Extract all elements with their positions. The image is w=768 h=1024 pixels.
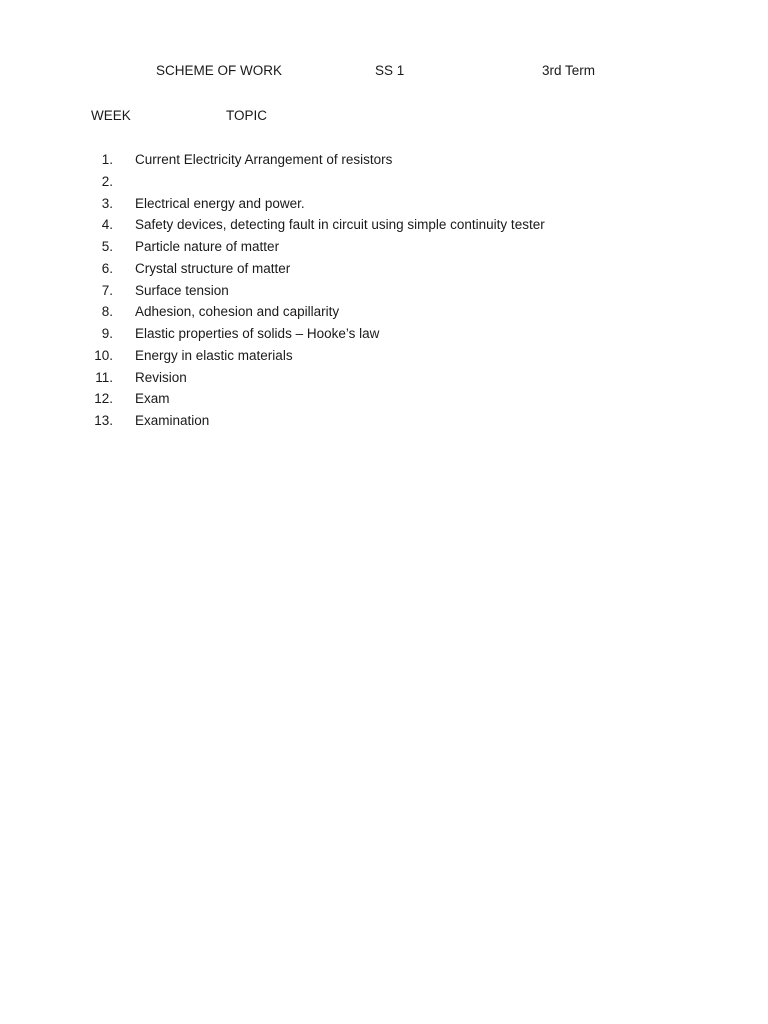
- term-label: 3rd Term: [542, 63, 596, 78]
- list-item: [0, 173, 768, 195]
- topic-text: Safety devices, detecting fault in circuit using simple continuity tester: [135, 217, 545, 233]
- list-item: [0, 325, 768, 347]
- class-level: SS 1: [375, 63, 405, 78]
- document-header: [0, 63, 768, 81]
- column-headers: [0, 108, 768, 126]
- week-number: 9.: [101, 326, 113, 341]
- week-number: 11.: [95, 369, 113, 385]
- topic-text: Surface tension: [135, 282, 229, 298]
- list-item: [0, 347, 768, 369]
- topic-text: Electrical energy and power.: [135, 195, 305, 211]
- list-item: [0, 216, 768, 238]
- scheme-title: SCHEME OF WORK: [156, 63, 283, 78]
- topic-text: Adhesion, cohesion and capillarity: [135, 304, 340, 320]
- list-item: [0, 390, 768, 412]
- week-number: 5.: [101, 239, 113, 254]
- week-column-header: WEEK: [91, 108, 131, 123]
- topic-text: Revision: [135, 369, 187, 385]
- list-item: [0, 303, 768, 325]
- week-number: 12.: [94, 391, 113, 407]
- topic-list: [0, 151, 768, 434]
- list-item: [0, 151, 768, 173]
- list-item: [0, 369, 768, 391]
- topic-text: Energy in elastic materials: [135, 347, 293, 363]
- week-number: 7.: [101, 282, 113, 298]
- list-item: [0, 260, 768, 282]
- list-item: [0, 412, 768, 434]
- topic-text: Examination: [135, 413, 210, 428]
- week-number: 10.: [94, 347, 113, 363]
- list-item: [0, 238, 768, 260]
- topic-text: Crystal structure of matter: [135, 260, 291, 276]
- week-number: 2.: [101, 173, 113, 189]
- topic-text: Elastic properties of solids – Hooke’s law: [135, 326, 380, 341]
- week-number: 6.: [101, 260, 113, 276]
- topic-column-header: TOPIC: [226, 108, 268, 123]
- topic-text: Current Electricity Arrangement of resistors: [135, 152, 393, 167]
- week-number: 3.: [101, 195, 113, 211]
- topic-text: Exam: [135, 391, 170, 407]
- list-item: [0, 195, 768, 217]
- week-number: 4.: [101, 217, 113, 233]
- list-item: [0, 282, 768, 304]
- topic-text: Particle nature of matter: [135, 239, 280, 254]
- week-number: 13.: [94, 413, 113, 428]
- week-number: 8.: [101, 304, 113, 320]
- week-number: 1.: [101, 152, 113, 167]
